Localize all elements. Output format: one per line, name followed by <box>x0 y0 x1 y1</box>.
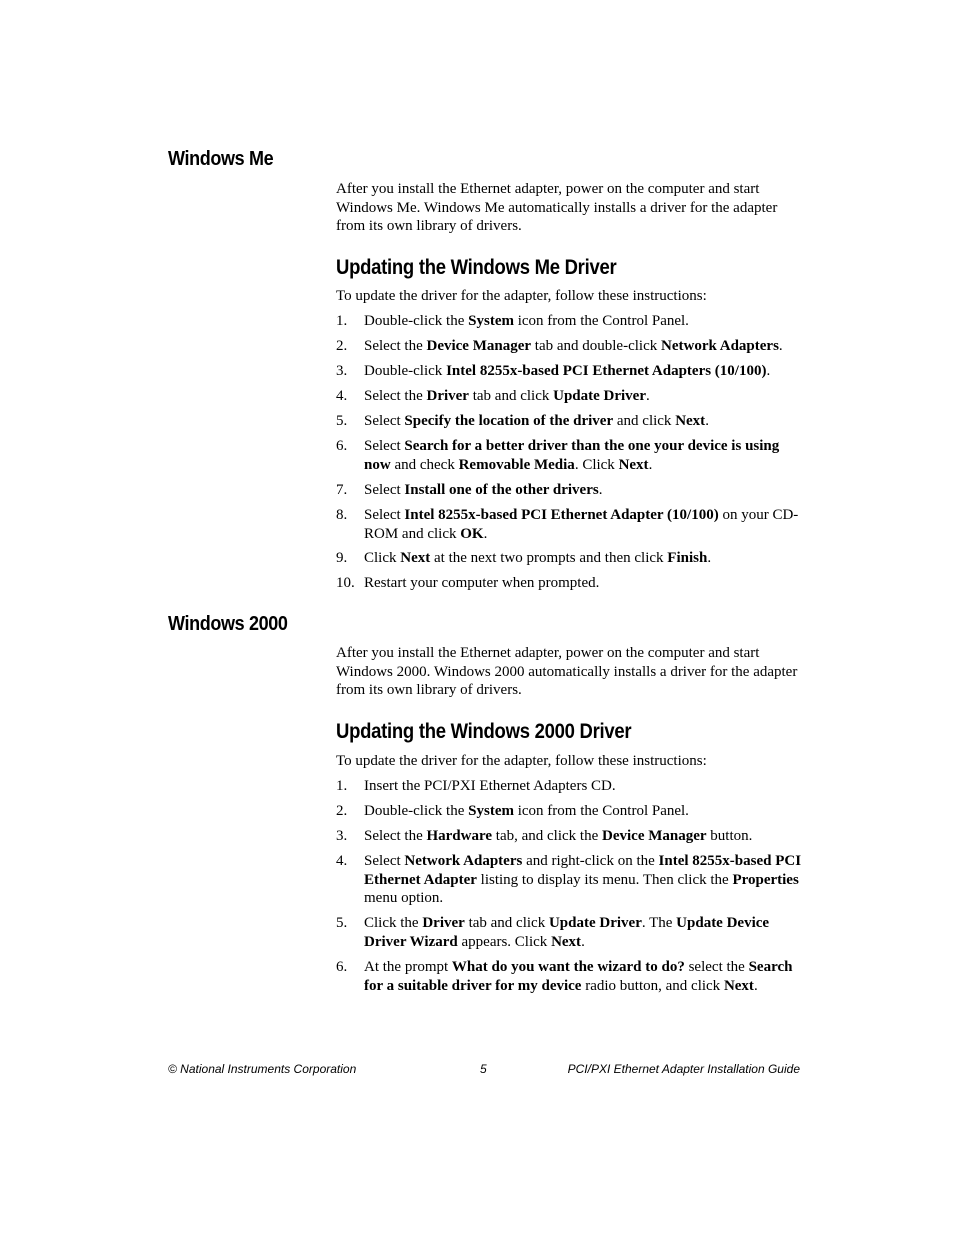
ui-term: Update Driver <box>548 915 642 931</box>
ui-term: Hardware <box>426 828 493 844</box>
list-item <box>336 506 802 543</box>
list-item <box>336 387 802 406</box>
step-number: 4. <box>336 853 348 869</box>
ui-term: Next <box>675 413 706 429</box>
ui-term: Update Device Driver Wizard <box>364 915 770 950</box>
step-text: Select the Device Manager tab and double-click Network Adapters. <box>364 338 783 354</box>
ui-term: Search for a better driver than the one your device is using now <box>364 438 780 473</box>
ui-term: Intel 8255x-based PCI Ethernet Adapter <box>364 853 802 888</box>
list-item <box>336 914 802 951</box>
ui-term: Network Adapters <box>661 338 779 354</box>
ui-term: Driver <box>426 388 469 404</box>
step-text: Select Intel 8255x-based PCI Ethernet Adapter (10/100) on your CD-ROM and click OK. <box>364 507 799 542</box>
list-item <box>336 481 802 500</box>
ui-term: Properties <box>732 871 799 888</box>
ui-term: OK <box>460 525 484 542</box>
list-item <box>336 437 802 474</box>
step-number: 5. <box>336 413 348 429</box>
step-text: Select Search for a better driver than the one your device is using now and check Removable Media. Click Next. <box>364 438 780 473</box>
step-text: Click the Driver tab and click Update Driver. The Update Device Driver Wizard appears. Click Next. <box>364 915 770 950</box>
list-item <box>336 549 802 568</box>
footer-document-title: PCI/PXI Ethernet Adapter Installation Guide <box>567 1062 800 1076</box>
ui-term: Removable Media <box>458 456 575 473</box>
list-item <box>336 312 802 331</box>
ui-term: Network Adapters <box>404 853 523 869</box>
ui-term: Search for a suitable driver for my device <box>364 959 793 994</box>
heading-windows-me: Windows Me <box>168 148 274 170</box>
windows-me-intro: After you install the Ethernet adapter, power on the computer and start Windows Me. Windows Me automatically installs a driver for the adapter from its own library of drivers. <box>336 181 778 235</box>
step-text: Select the Driver tab and click Update Driver. <box>364 388 650 404</box>
list-item <box>336 412 802 431</box>
ui-term: Device Manager <box>426 338 532 354</box>
ui-term: Device Manager <box>602 828 707 844</box>
ui-term: System <box>468 313 514 329</box>
step-number: 3. <box>336 828 348 844</box>
step-number: 10. <box>336 575 355 591</box>
step-text: Select Specify the location of the driver and click Next. <box>364 413 709 429</box>
step-number: 2. <box>336 803 348 819</box>
list-item <box>336 852 802 908</box>
ui-term: Intel 8255x-based PCI Ethernet Adapters (10/100) <box>446 363 767 379</box>
ui-term: Finish <box>667 550 708 566</box>
ui-term: What do you want the wizard to do? <box>451 959 685 975</box>
windows-2000-intro: After you install the Ethernet adapter, power on the computer and start Windows 2000. Windows 2000 automatically installs a driver for the adapter from its own library of drivers. <box>336 645 798 699</box>
step-text: Click Next at the next two prompts and then click Finish. <box>364 550 712 566</box>
step-text: At the prompt What do you want the wizard to do? select the Search for a suitable driver for my device radio button, and click Next. <box>364 959 793 994</box>
step-text: Insert the PCI/PXI Ethernet Adapters CD. <box>364 778 616 794</box>
step-text: Double-click the System icon from the Control Panel. <box>364 313 689 329</box>
step-text: Select Install one of the other drivers. <box>364 482 603 498</box>
ui-term: Next <box>618 456 649 473</box>
list-item <box>336 802 802 821</box>
ui-term: Intel 8255x-based PCI Ethernet Adapter (10/100) <box>404 507 719 523</box>
step-number: 4. <box>336 388 348 404</box>
step-text: Double-click the System icon from the Control Panel. <box>364 803 689 819</box>
step-number: 6. <box>336 959 348 975</box>
list-item <box>336 958 802 995</box>
ui-term: Next <box>551 933 582 950</box>
step-number: 6. <box>336 438 348 454</box>
step-number: 7. <box>336 482 348 498</box>
step-text: Select Network Adapters and right-click on the Intel 8255x-based PCI Ethernet Adapter listing to display its menu. Then click the Properties menu option. <box>364 853 802 907</box>
heading-updating-windows-me-driver: Updating the Windows Me Driver <box>336 256 617 279</box>
footer-page-number: 5 <box>480 1062 487 1076</box>
step-number: 2. <box>336 338 348 354</box>
step-number: 1. <box>336 778 348 794</box>
step-number: 5. <box>336 915 348 931</box>
list-item <box>336 827 802 846</box>
list-item <box>336 337 802 356</box>
list-item <box>336 777 802 796</box>
step-text: Select the Hardware tab, and click the Device Manager button. <box>364 828 753 844</box>
ui-term: Update Driver <box>553 388 647 404</box>
step-text: Restart your computer when prompted. <box>364 575 600 591</box>
step-number: 8. <box>336 507 348 523</box>
heading-windows-2000: Windows 2000 <box>168 613 288 635</box>
step-number: 3. <box>336 363 348 379</box>
footer-copyright: © National Instruments Corporation <box>168 1062 357 1076</box>
ui-term: Next <box>723 977 754 994</box>
ui-term: Install one of the other drivers <box>404 482 599 498</box>
step-text: Double-click Intel 8255x-based PCI Ethernet Adapters (10/100). <box>364 363 771 379</box>
ui-term: System <box>468 803 514 819</box>
windows-2000-update-intro: To update the driver for the adapter, follow these instructions: <box>336 753 707 769</box>
ui-term: Driver <box>422 915 465 931</box>
ui-term: Next <box>400 550 431 566</box>
list-item <box>336 574 802 593</box>
step-number: 1. <box>336 313 348 329</box>
ui-term: Specify the location of the driver <box>404 413 614 429</box>
heading-updating-windows-2000-driver: Updating the Windows 2000 Driver <box>336 720 632 743</box>
list-item <box>336 362 802 381</box>
windows-me-update-intro: To update the driver for the adapter, follow these instructions: <box>336 288 707 304</box>
step-number: 9. <box>336 550 348 566</box>
